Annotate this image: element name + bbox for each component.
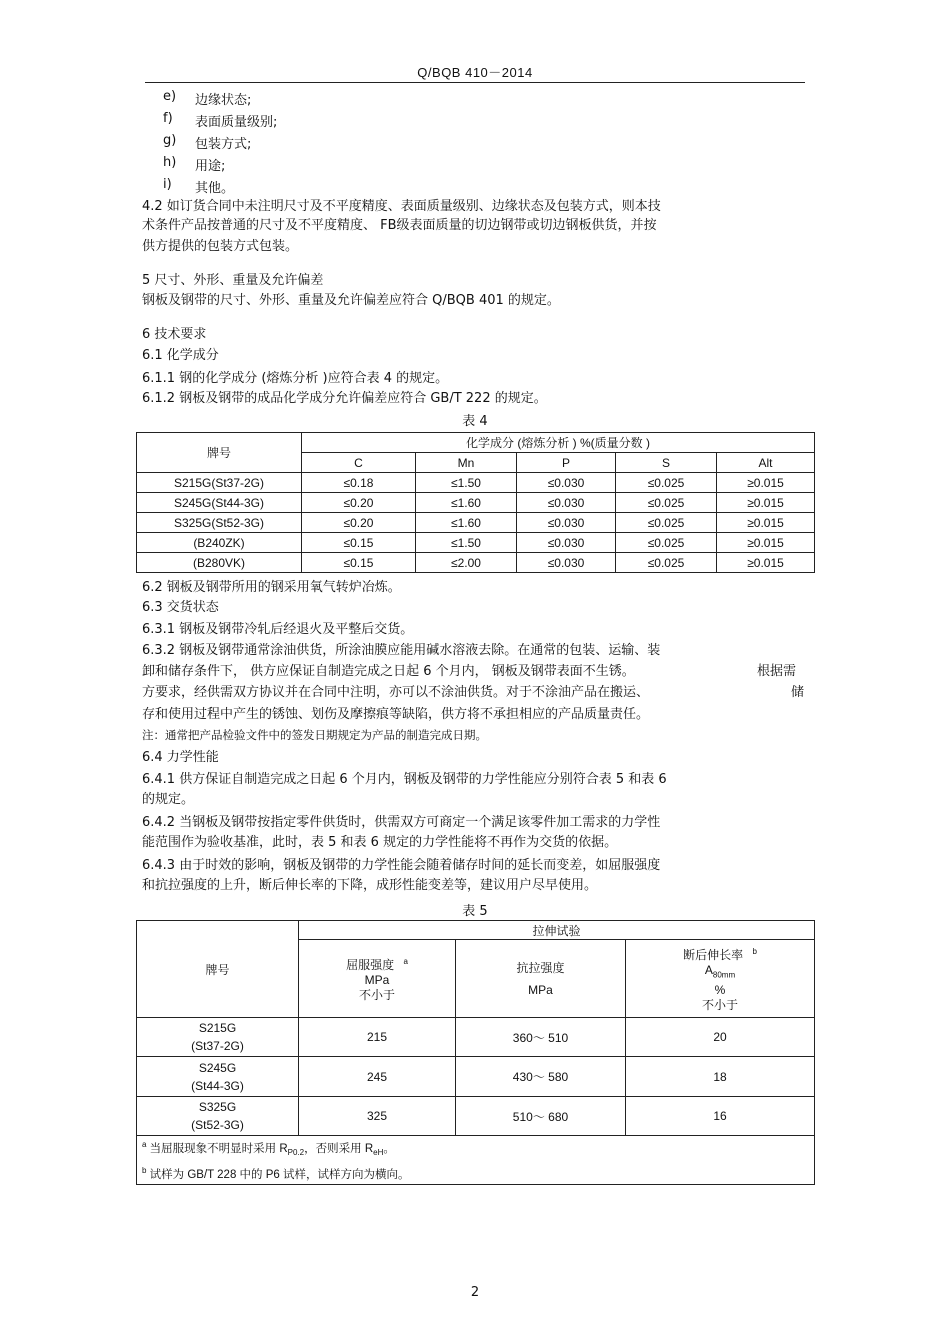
clause-6-3-2-line2-end: 根据需 <box>757 664 797 679</box>
tensile-unit: MPa <box>528 982 553 997</box>
clause-6-4-1-line2: 的规定。 <box>142 792 195 807</box>
grade-header: 牌号 <box>137 433 302 473</box>
grade-header: 牌号 <box>137 921 299 1018</box>
list-item-text: 用途; <box>195 159 226 174</box>
value-cell: ≤1.50 <box>416 473 517 493</box>
footnote-a-text: 当屈服现象不明显时采用 R <box>146 1142 288 1155</box>
column-header: Mn <box>416 453 517 473</box>
elongation-unit: % <box>714 982 726 997</box>
value-cell: ≤2.00 <box>416 553 517 573</box>
value-cell: ≤0.030 <box>517 533 616 553</box>
table-row <box>137 513 815 533</box>
value-cell: ≥0.015 <box>717 533 815 553</box>
value-cell: 430～ 580 <box>456 1057 626 1097</box>
table-row <box>137 533 815 553</box>
clause-6-3-2-line3-end: 储 <box>791 685 805 700</box>
value-cell: 360～ 510 <box>456 1018 626 1057</box>
section-6-4-title: 6.4 力学性能 <box>142 750 219 765</box>
table-row <box>137 493 815 513</box>
document-code: Q/BQB 410－2014 <box>417 65 533 80</box>
list-item-text: 边缘状态; <box>195 93 252 108</box>
list-item-text: 其他。 <box>195 181 235 196</box>
value-cell: ≤0.025 <box>616 513 717 533</box>
grade-cell: (B280VK) <box>137 553 302 573</box>
grade-alias: (St37-2G) <box>191 1039 244 1053</box>
tensile-strength-header <box>456 940 626 1018</box>
value-cell: ≤1.60 <box>416 493 517 513</box>
grade-cell: S325G(St52-3G) <box>137 513 302 533</box>
table-row <box>137 553 815 573</box>
footnote-mark: a <box>403 957 408 966</box>
list-item-label: i) <box>163 177 172 192</box>
footnote-mark: b <box>142 1166 147 1176</box>
elongation-title: 断后伸长率 <box>683 948 744 963</box>
clause-6-3-2-line2: 卸和储存条件下， 供方应保证自制造完成之日起 6 个月内， 钢板及钢带表面不生锈。 <box>142 664 635 679</box>
value-cell: ≤0.030 <box>517 553 616 573</box>
value-cell: 245 <box>299 1057 456 1097</box>
value-cell: ≤0.030 <box>517 473 616 493</box>
table-5-caption: 表 5 <box>462 904 488 919</box>
clause-6-4-3-line2: 和抗拉强度的上升，断后伸长率的下降，成形性能变差等，建议用户尽早使用。 <box>142 878 598 893</box>
column-header: Alt <box>717 453 815 473</box>
table-row <box>137 1018 815 1057</box>
elongation-symbol: A <box>704 963 713 978</box>
value-cell: ≤0.20 <box>302 493 416 513</box>
value-cell: ≤0.15 <box>302 553 416 573</box>
table-row <box>137 473 815 493</box>
value-cell: ≤0.15 <box>302 533 416 553</box>
grade-cell <box>137 1057 299 1097</box>
elongation-gauge: 80mm <box>712 970 736 980</box>
value-cell: ≥0.015 <box>717 473 815 493</box>
value-cell: ≤0.025 <box>616 533 717 553</box>
grade-name: S215G <box>198 1021 237 1035</box>
grade-name: S325G <box>198 1100 237 1114</box>
value-cell: ≥0.015 <box>717 553 815 573</box>
clause-6-3-2-line3: 方要求，经供需双方协议并在合同中注明，亦可以不涂油供货。对于不涂油产品在搬运、 <box>142 685 650 700</box>
list-item-label: g) <box>163 133 177 148</box>
column-header: S <box>616 453 717 473</box>
section-6-title: 6 技术要求 <box>142 327 207 342</box>
section-6-1-title: 6.1 化学成分 <box>142 348 219 363</box>
clause-6-3-2-note: 注：通常把产品检验文件中的签发日期规定为产品的制造完成日期。 <box>142 728 487 742</box>
list-item-label: h) <box>163 155 177 170</box>
grade-cell: S215G(St37-2G) <box>137 473 302 493</box>
section-5-text: 钢板及钢带的尺寸、外形、重量及允许偏差应符合 Q/BQB 401 的规定。 <box>142 293 560 308</box>
footnote-a-subscript: P0.2 <box>287 1148 305 1158</box>
footnote-b-text: 试样为 GB/T 228 中的 P6 试样，试样方向为横向。 <box>146 1168 410 1181</box>
clause-6-2: 6.2 钢板及钢带所用的钢采用氧气转炉冶炼。 <box>142 580 401 595</box>
list-item-label: f) <box>163 111 173 126</box>
list-item-text: 包装方式; <box>195 137 252 152</box>
clause-4-2-line1: 4.2 如订货合同中未注明尺寸及不平度精度、表面质量级别、边缘状态及包装方式，则本技 <box>142 199 661 214</box>
footnote-a-subscript: eH <box>373 1148 384 1158</box>
footnote-a-text: ，否则采用 R <box>304 1142 374 1155</box>
value-cell: 510～ 680 <box>456 1097 626 1136</box>
yield-min: 不小于 <box>358 988 395 1002</box>
clause-4-2-line2: 术条件产品按普通的尺寸及不平度精度、 FB级表面质量的切边钢带或切边钢板供货，并按 <box>142 218 657 233</box>
grade-alias: (St52-3G) <box>191 1118 244 1132</box>
chemical-composition-table <box>136 432 815 573</box>
clause-6-4-3-line1: 6.4.3 由于时效的影响，钢板及钢带的力学性能会随着储存时间的延长而变差，如屈服强度 <box>142 858 661 873</box>
header-divider <box>145 82 805 83</box>
column-header: C <box>302 453 416 473</box>
value-cell: ≤0.030 <box>517 493 616 513</box>
value-cell: ≤0.030 <box>517 513 616 533</box>
value-cell: ≤0.20 <box>302 513 416 533</box>
value-cell: ≤1.50 <box>416 533 517 553</box>
value-cell: ≤0.18 <box>302 473 416 493</box>
value-cell: ≤0.025 <box>616 553 717 573</box>
table-4-caption: 表 4 <box>462 414 488 429</box>
page-number: 2 <box>470 1285 480 1300</box>
clause-6-3-2-line4: 存和使用过程中产生的锈蚀、划伤及摩擦痕等缺陷，供方将不承担相应的产品质量责任。 <box>142 707 650 722</box>
value-cell: 20 <box>626 1018 815 1057</box>
clause-6-4-1-line1: 6.4.1 供方保证自制造完成之日起 6 个月内，钢板及钢带的力学性能应分别符合表 5 和表 6 <box>142 772 667 787</box>
grade-cell: S245G(St44-3G) <box>137 493 302 513</box>
table-row <box>137 1097 815 1136</box>
footnote-mark: a <box>142 1140 147 1149</box>
grade-cell <box>137 1018 299 1057</box>
value-cell: 325 <box>299 1097 456 1136</box>
footnote-mark: b <box>752 947 757 957</box>
clause-6-1-1: 6.1.1 钢的化学成分 (熔炼分析 )应符合表 4 的规定。 <box>142 371 449 386</box>
composition-group-header: 化学成分 (熔炼分析 ) %(质量分数 ) <box>302 433 815 453</box>
grade-name: S245G <box>198 1060 237 1075</box>
yield-unit: MPa <box>364 973 390 987</box>
table-row <box>137 1057 815 1097</box>
grade-cell <box>137 1097 299 1136</box>
list-item-text: 表面质量级别; <box>195 115 278 130</box>
value-cell: 215 <box>299 1018 456 1057</box>
value-cell: ≤0.025 <box>616 473 717 493</box>
value-cell: 18 <box>626 1057 815 1097</box>
elongation-min: 不小于 <box>702 997 739 1012</box>
value-cell: ≤0.025 <box>616 493 717 513</box>
value-cell: 16 <box>626 1097 815 1136</box>
tensile-title: 抗拉强度 <box>516 960 565 975</box>
clause-4-2-line3: 供方提供的包装方式包装。 <box>142 239 299 254</box>
clause-6-1-2: 6.1.2 钢板及钢带的成品化学成分允许偏差应符合 GB/T 222 的规定。 <box>142 391 547 406</box>
elongation-header <box>626 940 815 1018</box>
clause-6-4-2-line2: 能范围作为验收基准，此时，表 5 和表 6 规定的力学性能将不再作为交货的依据。 <box>142 835 618 850</box>
clause-6-3-1: 6.3.1 钢板及钢带冷轧后经退火及平整后交货。 <box>142 622 414 637</box>
section-5-title: 5 尺寸、外形、重量及允许偏差 <box>142 273 324 288</box>
column-header: P <box>517 453 616 473</box>
clause-6-4-2-line1: 6.4.2 当钢板及钢带按指定零件供货时，供需双方可商定一个满足该零件加工需求的力学性 <box>142 815 661 830</box>
tensile-test-group-header: 拉伸试验 <box>299 921 815 940</box>
clause-6-3-2-line1: 6.3.2 钢板及钢带通常涂油供货，所涂油膜应能用碱水溶液去除。在通常的包装、运输、装 <box>142 643 661 658</box>
section-6-3-title: 6.3 交货状态 <box>142 600 219 615</box>
grade-alias: (St44-3G) <box>191 1078 244 1093</box>
value-cell: ≥0.015 <box>717 493 815 513</box>
footnote-a-end: 。 <box>383 1142 395 1155</box>
list-item-label: e) <box>163 89 177 104</box>
yield-strength-header <box>299 940 456 1018</box>
grade-cell: (B240ZK) <box>137 533 302 553</box>
value-cell: ≤1.60 <box>416 513 517 533</box>
tensile-properties-table <box>136 920 815 1185</box>
value-cell: ≥0.015 <box>717 513 815 533</box>
yield-title: 屈服强度 <box>346 958 395 972</box>
table-footnotes <box>137 1136 815 1185</box>
